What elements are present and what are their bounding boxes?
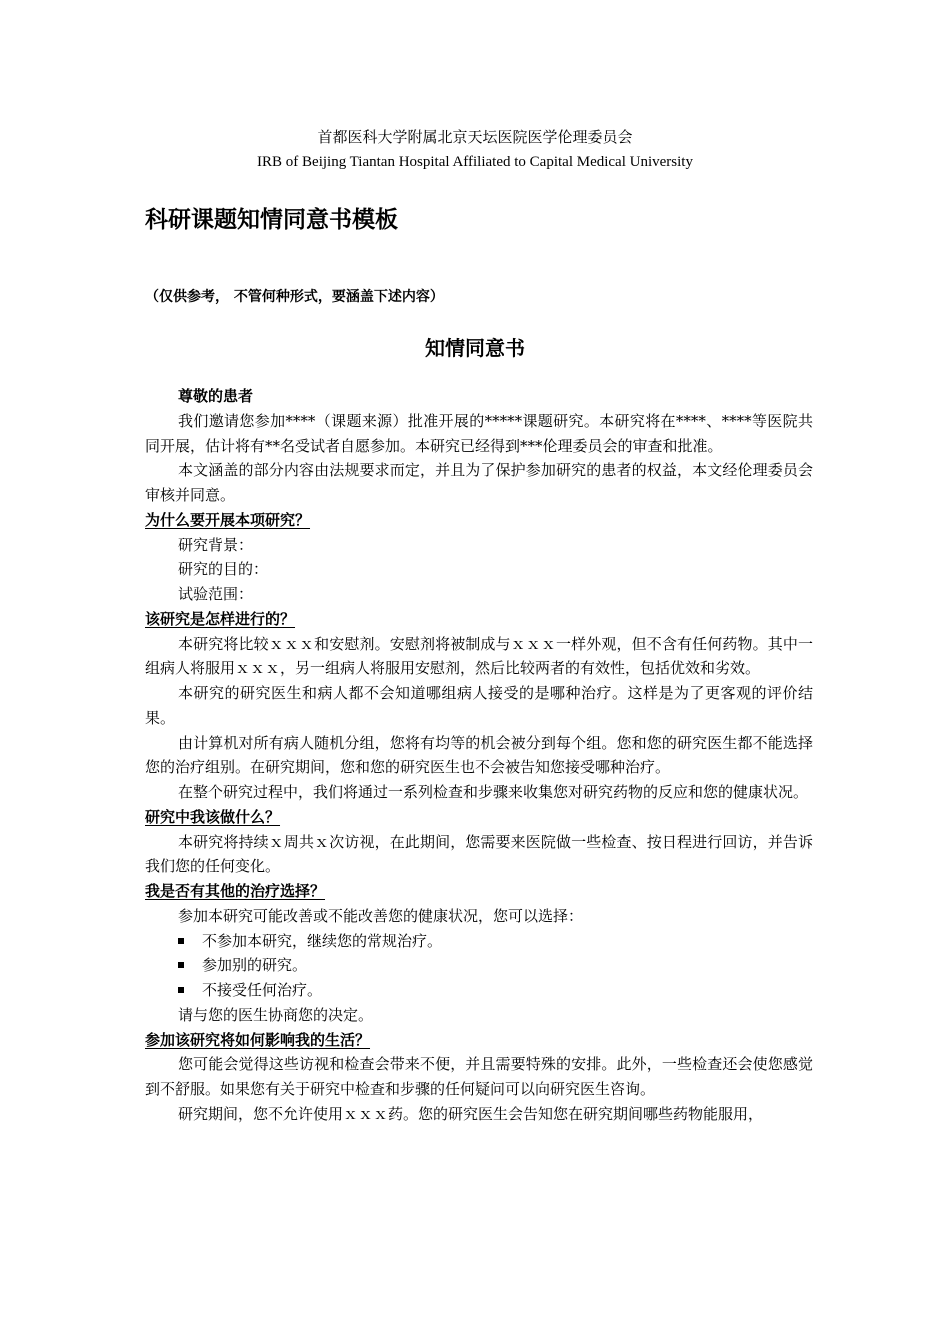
alternatives-list <box>145 929 813 1003</box>
section-alternatives <box>145 879 813 1028</box>
section-heading-how: 该研究是怎样进行的？ <box>145 609 296 628</box>
salutation: 尊敬的患者 <box>178 387 254 405</box>
alternatives-lead: 参加本研究可能改善或不能改善您的健康状况，您可以选择： <box>178 906 584 925</box>
bullet-square-icon <box>178 987 184 993</box>
section-impact <box>145 1028 813 1127</box>
section-what-to-do <box>145 805 813 879</box>
intro-paragraph: 我们邀请您参加****（课题来源）批准开展的*****课题研究。本研究将在****、****等医院共同开展，估计将有**名受试者自愿参加。本研究已经得到***伦理委员会的审查和批准。 <box>145 411 813 455</box>
list-item-text: 不接受任何治疗。 <box>202 981 323 999</box>
what-to-do-paragraph: 本研究将持续ｘ周共ｘ次访视，在此期间，您需要来医院做一些检查、按日程进行回访，并告诉我们您的任何变化。 <box>145 832 813 876</box>
document-title: 科研课题知情同意书模板 <box>145 206 398 233</box>
bullet-square-icon <box>178 938 184 944</box>
section-heading-impact: 参加该研究将如何影响我的生活？ <box>145 1030 371 1049</box>
section-heading-alternatives: 我是否有其他的治疗选择？ <box>145 882 326 900</box>
background-item: 研究背景： <box>178 535 254 554</box>
list-item <box>178 978 813 1003</box>
how-paragraph: 本研究的研究医生和病人都不会知道哪组病人接受的是哪种治疗。这样是为了更客观的评价结果。 <box>145 684 813 727</box>
usage-note: （仅供参考， 不管何种形式，要涵盖下述内容） <box>145 289 444 305</box>
purpose-item: 研究的目的： <box>178 560 269 579</box>
consent-form-title: 知情同意书 <box>425 336 525 360</box>
consent-body <box>145 384 813 1127</box>
intro-paragraph: 本文涵盖的部分内容由法规要求而定，并且为了保护参加研究的患者的权益，本文经伦理委员会审核并同意。 <box>145 461 813 504</box>
how-paragraph: 由计算机对所有病人随机分组，您将有均等的机会被分到每个组。您和您的研究医生都不能选择您的治疗组别。在研究期间，您和您的研究医生也不会被告知您接受哪种治疗。 <box>145 733 813 777</box>
list-item <box>178 953 813 978</box>
org-name-chinese: 首都医科大学附属北京天坛医院医学伦理委员会 <box>317 128 633 146</box>
org-name-english: IRB of Beijing Tiantan Hospital Affiliated to Capital Medical University <box>257 154 693 170</box>
scope-item: 试验范围： <box>178 585 254 603</box>
list-item-text: 不参加本研究，继续您的常规治疗。 <box>202 931 443 950</box>
how-paragraph: 本研究将比较ｘｘｘ和安慰剂。安慰剂将被制成与ｘｘｘ一样外观，但不含有任何药物。其中一组病人将服用ｘｘｘ，另一组病人将服用安慰剂，然后比较两者的有效性，包括优效和劣效。 <box>145 634 813 678</box>
section-how <box>145 607 813 805</box>
bullet-square-icon <box>178 962 184 968</box>
section-heading-what-to-do: 研究中我该做什么？ <box>145 807 281 826</box>
list-item <box>178 929 813 954</box>
section-heading-why: 为什么要开展本项研究？ <box>145 510 311 529</box>
list-item-text: 参加别的研究。 <box>202 956 308 975</box>
impact-paragraph: 您可能会觉得这些访视和检查会带来不便，并且需要特殊的安排。此外，一些检查还会使您感觉到不舒服。如果您有关于研究中检查和步骤的任何疑问可以向研究医生咨询。 <box>145 1055 813 1098</box>
impact-paragraph: 研究期间，您不允许使用ｘｘｘ药。您的研究医生会告知您在研究期间哪些药物能服用， <box>178 1104 764 1123</box>
how-paragraph: 在整个研究过程中，我们将通过一系列检查和步骤来收集您对研究药物的反应和您的健康状况。 <box>178 783 809 801</box>
alternatives-closing: 请与您的医生协商您的决定。 <box>178 1005 374 1024</box>
section-why <box>145 508 813 607</box>
